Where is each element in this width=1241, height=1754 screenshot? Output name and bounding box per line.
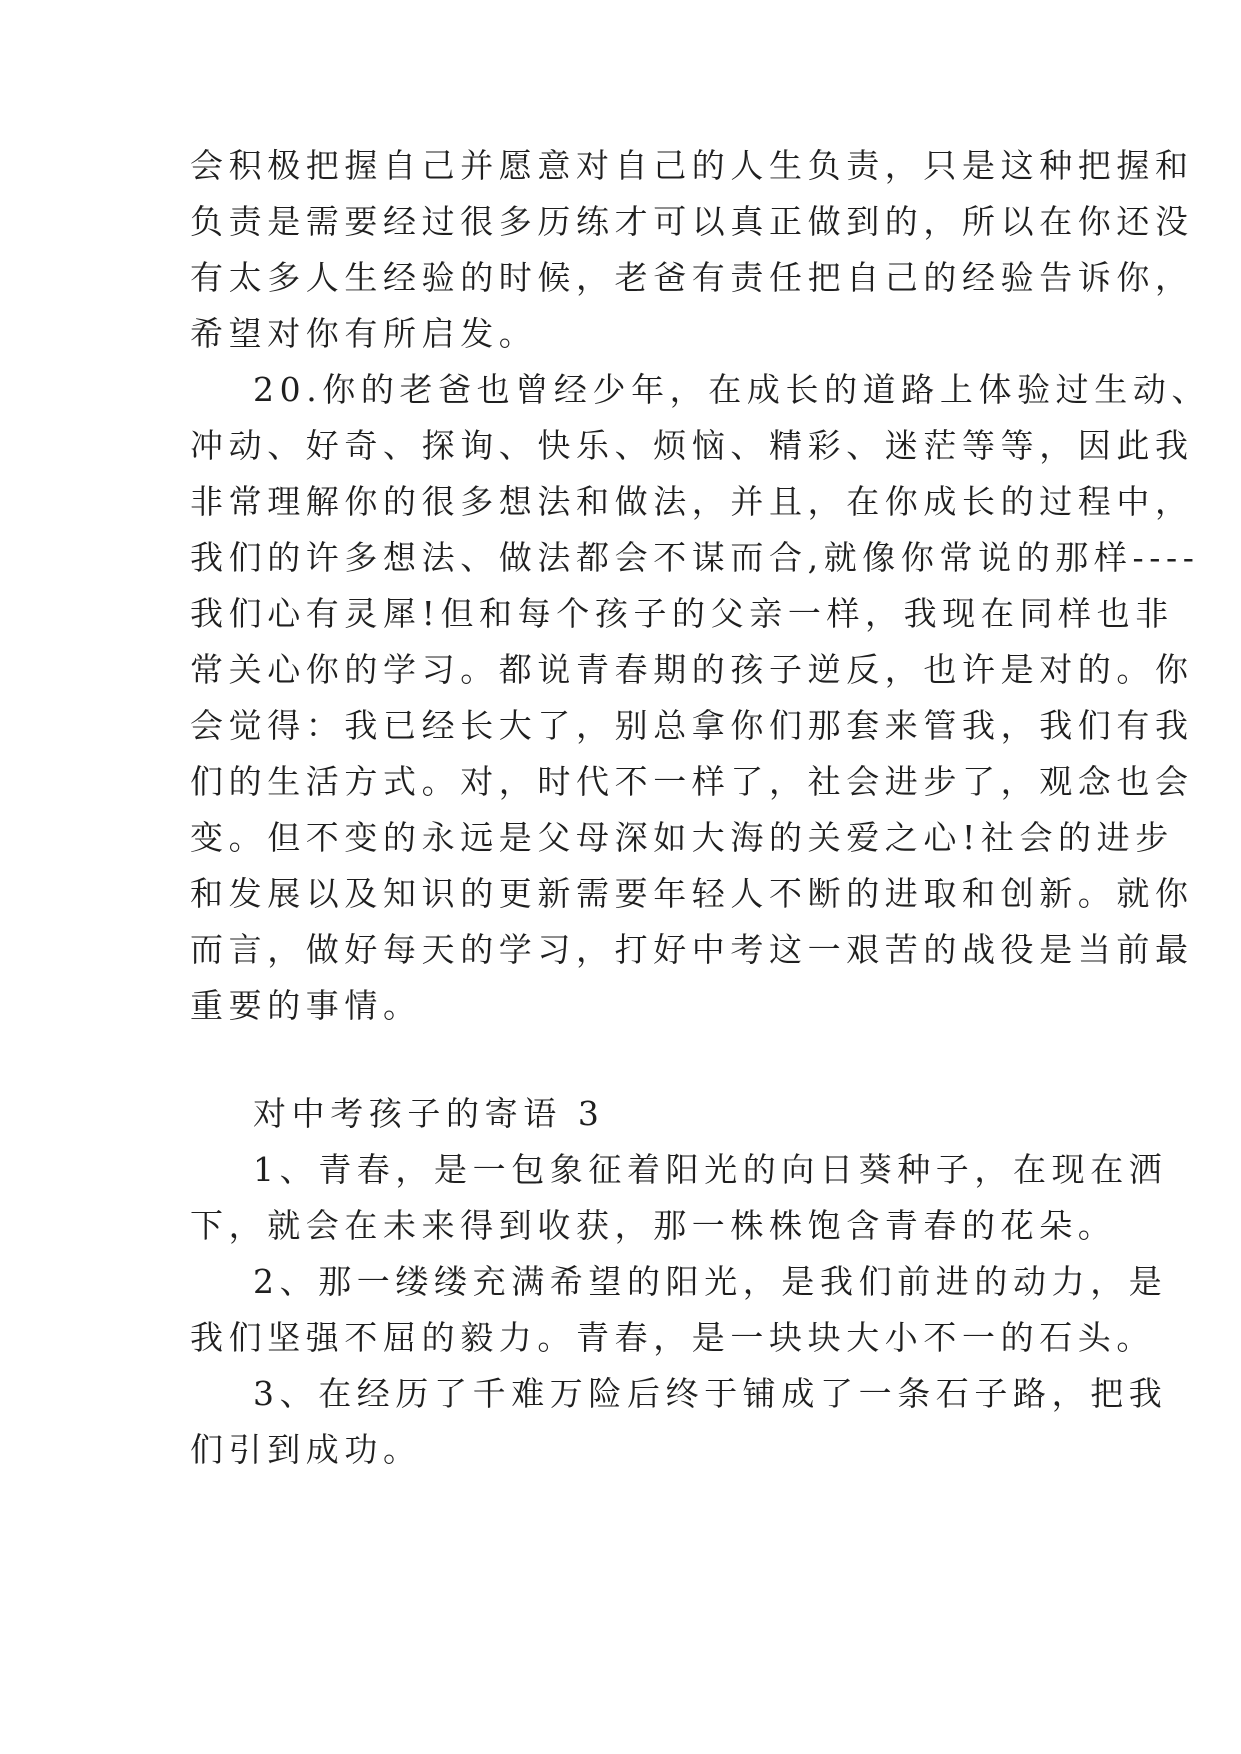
- text-line: 会觉得：我已经长大了，别总拿你们那套来管我，我们有我: [190, 706, 1194, 745]
- text-line: 们引到成功。: [190, 1430, 422, 1469]
- text-line: 20.你的老爸也曾经少年，在成长的道路上体验过生动、: [253, 370, 1211, 409]
- text-line: 非常理解你的很多想法和做法，并且，在你成长的过程中，: [190, 482, 1194, 521]
- text-line: 们的生活方式。对，时代不一样了，社会进步了，观念也会: [190, 762, 1194, 801]
- text-line: 变。但不变的永远是父母深如大海的关爱之心!社会的进步: [190, 818, 1174, 857]
- text-line: 2、那一缕缕充满希望的阳光，是我们前进的动力，是: [253, 1262, 1168, 1301]
- section-heading: 对中考孩子的寄语 3: [253, 1094, 605, 1133]
- text-line: 下，就会在未来得到收获，那一株株饱含青春的花朵。: [190, 1206, 1117, 1245]
- text-line: 和发展以及知识的更新需要年轻人不断的进取和创新。就你: [190, 874, 1194, 913]
- text-line: 重要的事情。: [190, 986, 422, 1025]
- text-line: 冲动、好奇、探询、快乐、烦恼、精彩、迷茫等等，因此我: [190, 426, 1194, 465]
- text-line: 3、在经历了千难万险后终于铺成了一条石子路，把我: [253, 1374, 1168, 1413]
- text-line: 负责是需要经过很多历练才可以真正做到的，所以在你还没: [190, 202, 1194, 241]
- text-line: 我们的许多想法、做法都会不谋而合,就像你常说的那样----: [190, 538, 1200, 577]
- text-line: 我们坚强不屈的毅力。青春，是一块块大小不一的石头。: [190, 1318, 1155, 1357]
- text-line: 常关心你的学习。都说青春期的孩子逆反，也许是对的。你: [190, 650, 1194, 689]
- text-line: 我们心有灵犀!但和每个孩子的父亲一样，我现在同样也非: [190, 594, 1174, 633]
- text-line: 会积极把握自己并愿意对自己的人生负责，只是这种把握和: [190, 146, 1194, 185]
- text-line: 有太多人生经验的时候，老爸有责任把自己的经验告诉你，: [190, 258, 1194, 297]
- text-line: 而言，做好每天的学习，打好中考这一艰苦的战役是当前最: [190, 930, 1194, 969]
- text-line: 希望对你有所启发。: [190, 314, 538, 353]
- text-line: 1、青春，是一包象征着阳光的向日葵种子，在现在洒: [253, 1150, 1168, 1189]
